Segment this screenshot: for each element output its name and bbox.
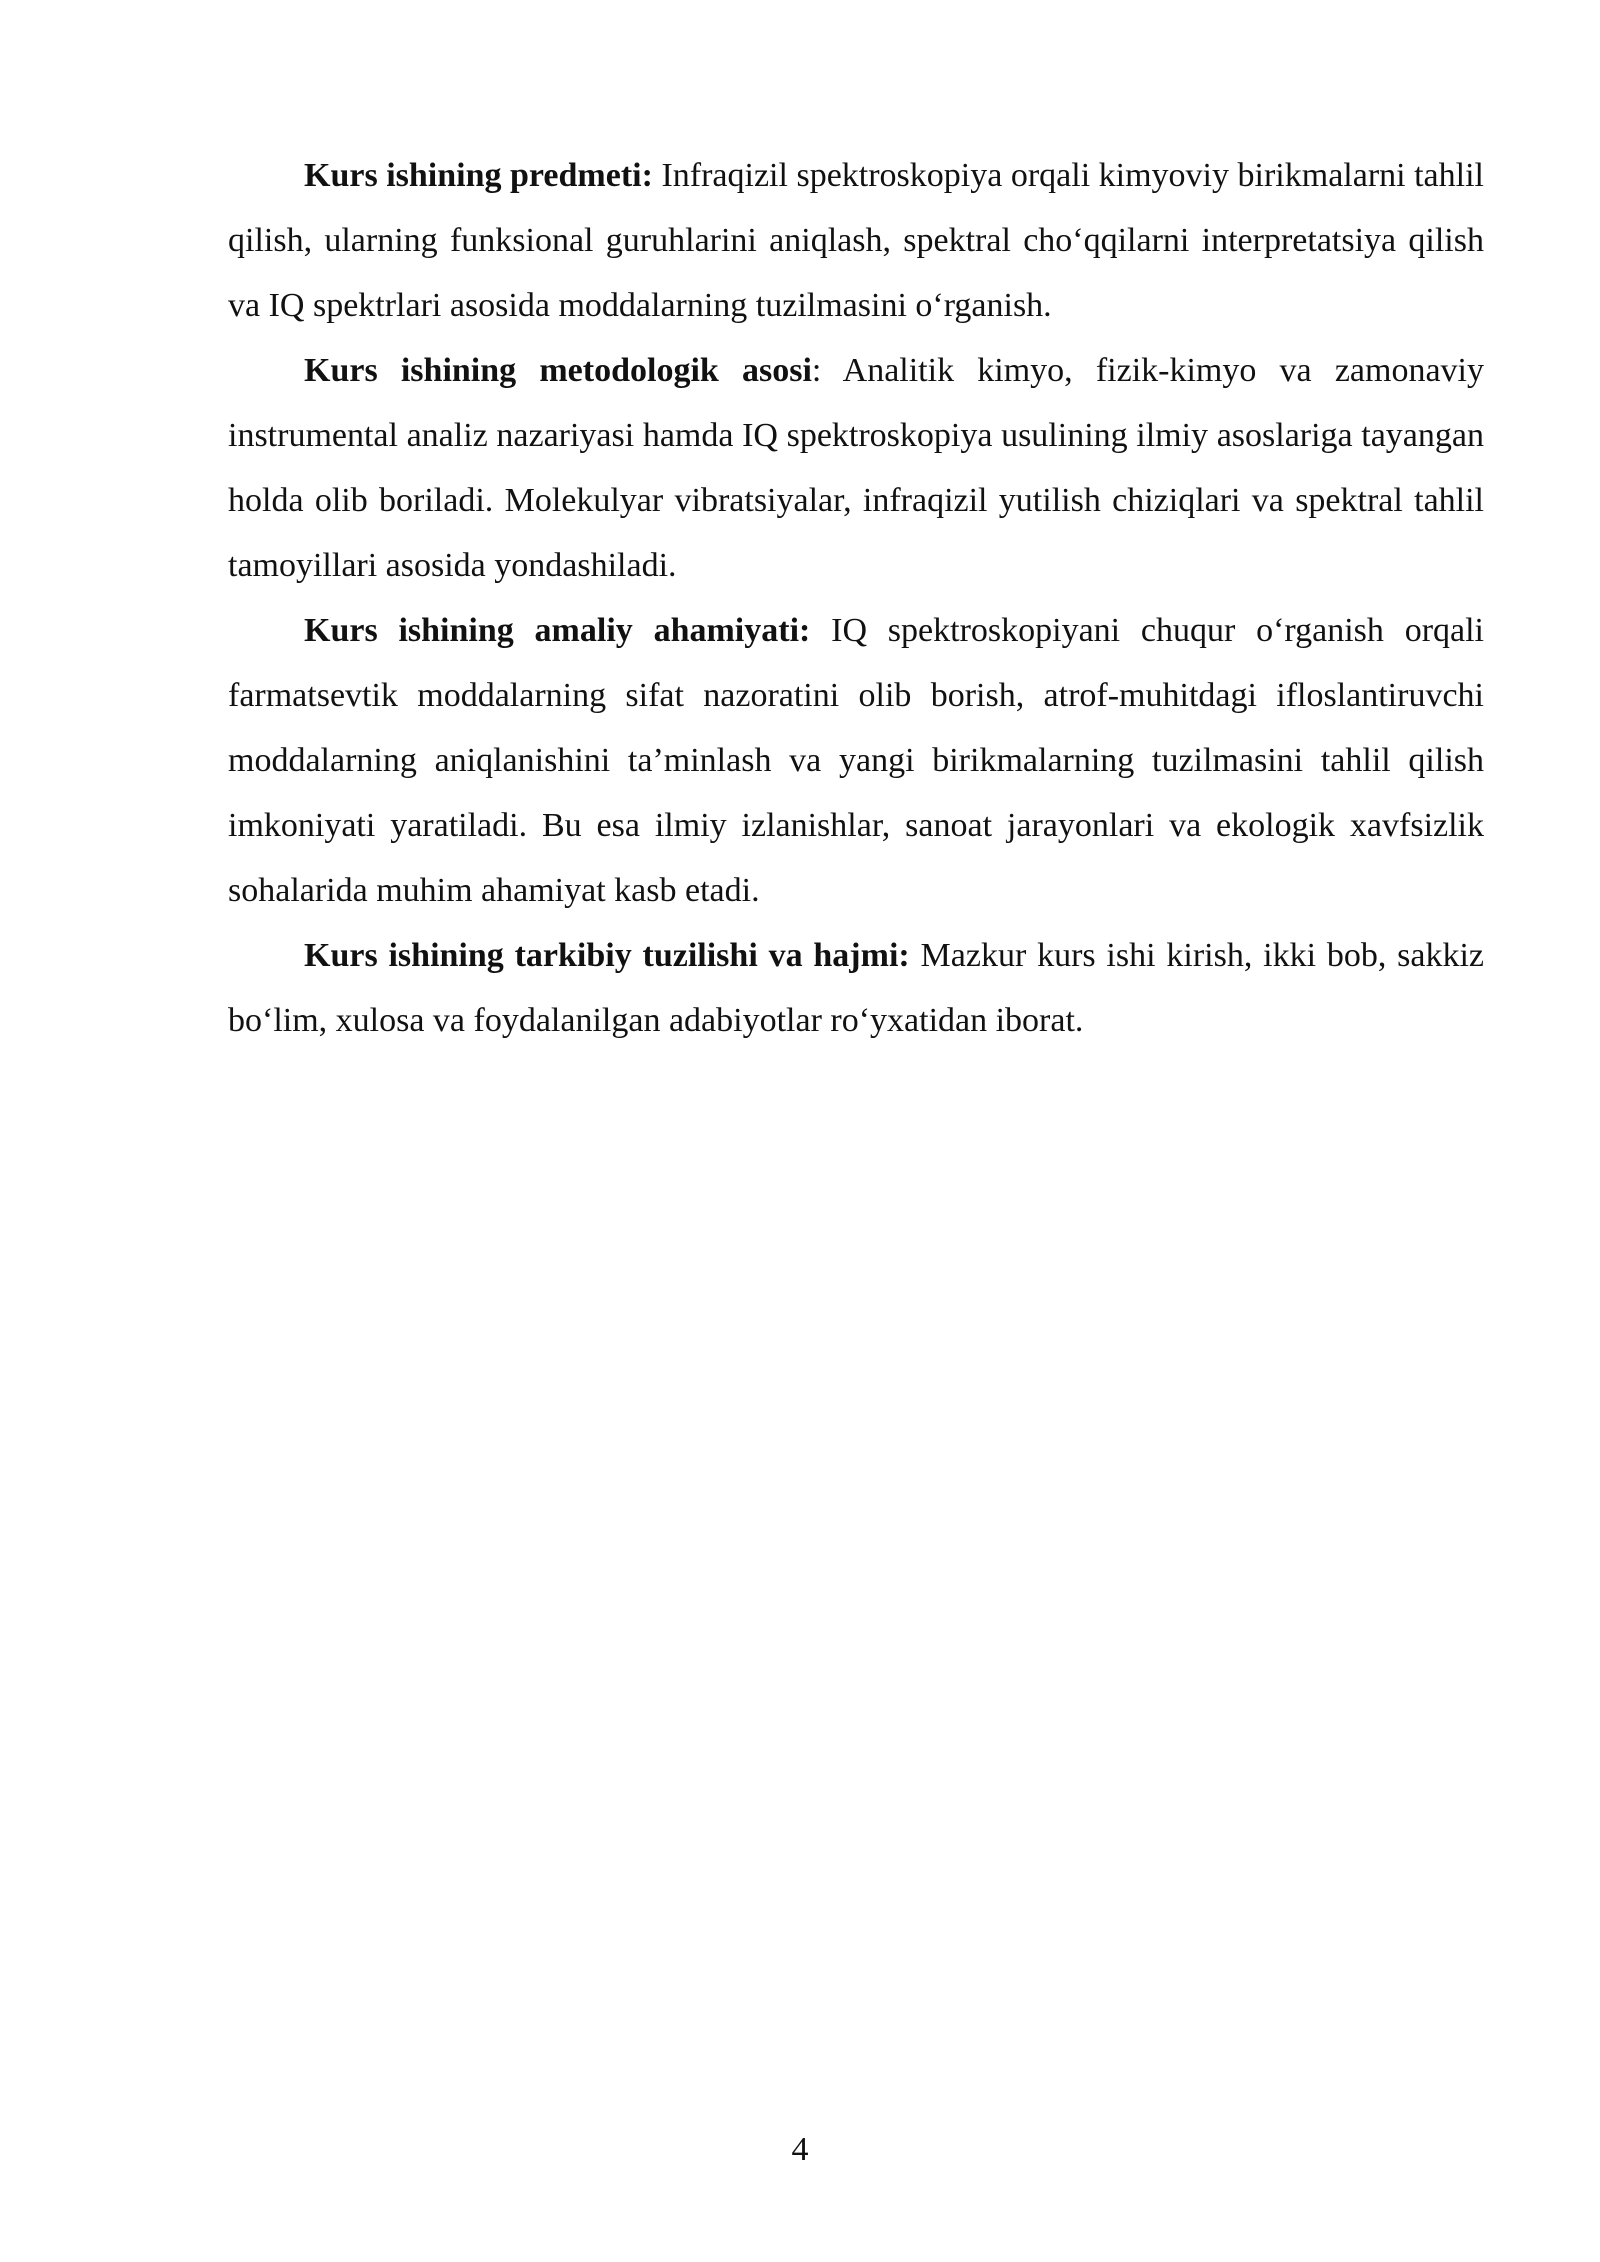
paragraph-methodology <box>228 338 1484 598</box>
paragraph-heading: Kurs ishining predmeti: <box>304 157 653 194</box>
paragraph-structure <box>228 923 1484 1053</box>
paragraph-text: Mazkur kurs ishi kirish, ikki bob, sakkiz bo‘lim, xulosa va foydalanilgan adabiyotlar ro‘yxatidan iborat. <box>228 937 1484 1039</box>
paragraph-heading: Kurs ishining amaliy ahamiyati: <box>304 612 811 649</box>
paragraph-text: IQ spektroskopiyani chuqur o‘rganish orqali farmatsevtik moddalarning sifat nazoratini olib borish, atrof-muhitdagi ifloslantiruvchi moddalarning aniqlanishini ta’minlash va yangi birikmalarning tuzilmasini tahlil qilish imkoniyati yaratiladi. Bu esa ilmiy izlanishlar, sanoat jarayonlari va ekologik xavfsizlik sohalarida muhim ahamiyat kasb etadi. <box>228 612 1484 909</box>
paragraph-practical-significance <box>228 598 1484 923</box>
paragraph-heading: Kurs ishining tarkibiy tuzilishi va hajmi: <box>304 937 910 974</box>
paragraph-text: Infraqizil spektroskopiya orqali kimyoviy birikmalarni tahlil qilish, ularning funksional guruhlarini aniqlash, spektral cho‘qqilarni interpretatsiya qilish va IQ spektrlari asosida moddalarning tuzilmasini o‘rganish. <box>228 157 1484 324</box>
page-number: 4 <box>791 2131 809 2168</box>
document-body <box>228 143 1484 1053</box>
paragraph-heading: Kurs ishining metodologik asosi <box>304 352 812 389</box>
paragraph-text: : Analitik kimyo, fizik-kimyo va zamonaviy instrumental analiz nazariyasi hamda IQ spektroskopiya usulining ilmiy asoslariga tayangan holda olib boriladi. Molekulyar vibratsiyalar, infraqizil yutilish chiziqlari va spektral tahlil tamoyillari asosida yondashiladi. <box>228 352 1484 584</box>
paragraph-subject <box>228 143 1484 338</box>
